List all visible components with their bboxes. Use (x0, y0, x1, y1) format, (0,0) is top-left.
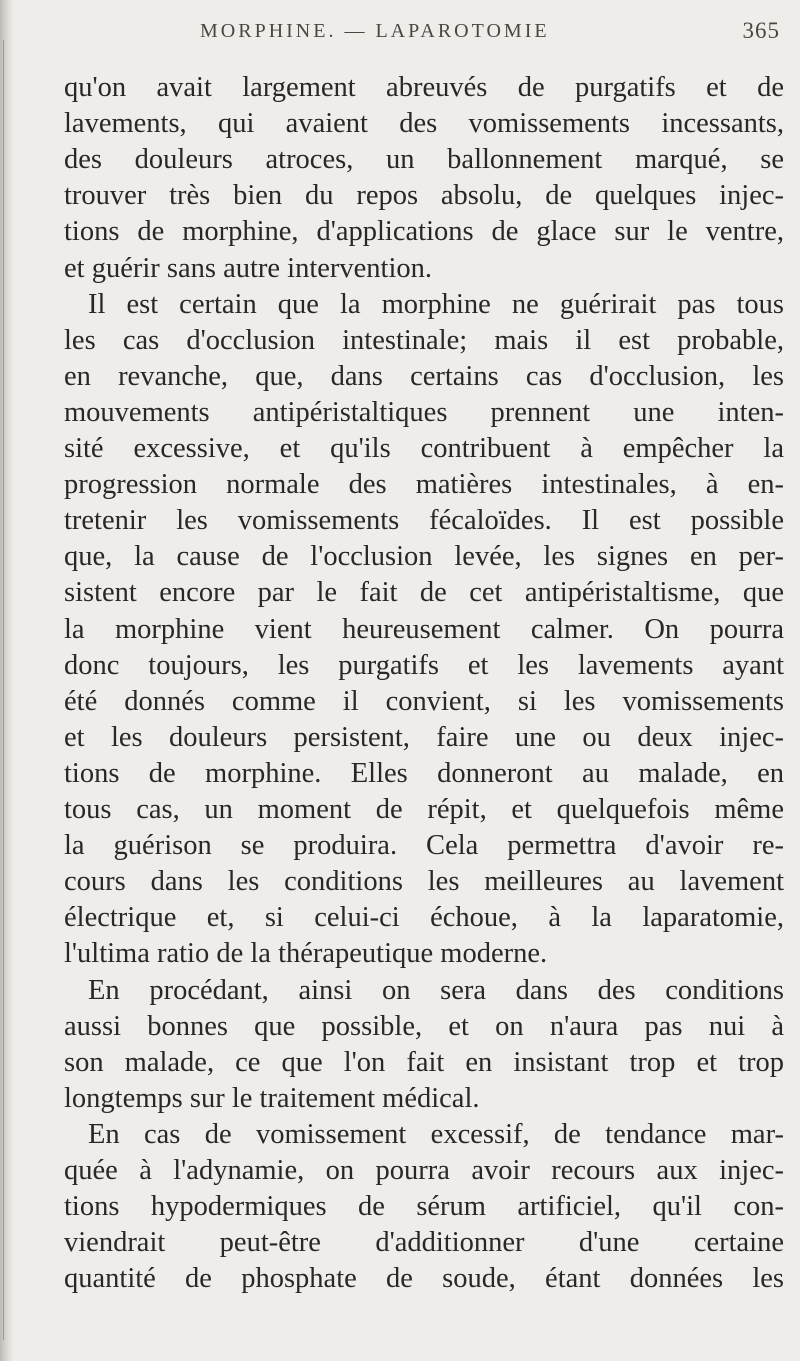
text-line (0, 684, 800, 720)
text-line (0, 720, 800, 756)
text-line-content: trouver très bien du repos absolu, de quelques injec- (64, 180, 784, 212)
text-line-content: En procédant, ainsi on sera dans des conditions (88, 974, 784, 1006)
text-line-content: que, la cause de l'occlusion levée, les signes en per- (64, 541, 784, 573)
text-line (0, 900, 800, 936)
text-line-content: qu'on avait largement abreuvés de purgatifs et de (64, 72, 784, 103)
text-line-content: et les douleurs persistent, faire une ou deux injec- (64, 721, 784, 753)
running-title: MORPHINE. — LAPAROTOMIE (200, 20, 550, 42)
text-line-content: son malade, ce que l'on fait en insistant trop et trop (64, 1046, 784, 1078)
text-line-content: longtemps sur le traitement médical. (64, 1082, 480, 1114)
text-line (0, 1009, 800, 1045)
text-line-content: tions de morphine, d'applications de glace sur le ventre, (64, 216, 784, 248)
text-line (0, 431, 800, 467)
text-line (0, 936, 800, 972)
text-line-content: lavements, qui avaient des vomissements incessants, (64, 108, 784, 140)
text-line (0, 1153, 800, 1189)
text-line (0, 395, 800, 431)
text-line-content: électrique et, si celui-ci échoue, à la laparatomie, (64, 902, 784, 934)
text-line-content: tions de morphine. Elles donneront au malade, en (64, 757, 784, 789)
text-line-content: tretenir les vomissements fécaloïdes. Il est possible (64, 505, 784, 537)
text-line-content: tions hypodermiques de sérum artificiel, qu'il con- (64, 1191, 784, 1223)
text-line (0, 828, 800, 864)
text-line (0, 106, 800, 142)
text-line-content: progression normale des matières intestinales, à en- (64, 469, 784, 501)
text-line (0, 251, 800, 287)
text-line (0, 539, 800, 575)
text-line (0, 1045, 800, 1081)
text-line (0, 1117, 800, 1153)
text-line-content: tous cas, un moment de répit, et quelquefois même (64, 794, 784, 825)
text-line-content: sistent encore par le fait de cet antipéristaltisme, que (64, 577, 784, 609)
text-line-content: les cas d'occlusion intestinale; mais il est probable, (64, 324, 784, 356)
text-line-content: quantité de phosphate de soude, étant données les (64, 1263, 784, 1295)
text-line-content: sité excessive, et qu'ils contribuent à empêcher la (64, 433, 784, 464)
text-line (0, 973, 800, 1009)
text-line-content: des douleurs atroces, un ballonnement marqué, se (64, 144, 784, 176)
text-line-content: la guérison se produira. Cela permettra d'avoir re- (64, 830, 784, 862)
text-line (0, 756, 800, 792)
text-line (0, 287, 800, 323)
text-line (0, 142, 800, 178)
text-line (0, 864, 800, 900)
text-line-content: viendrait peut-être d'additionner d'une certaine (64, 1227, 784, 1259)
text-line (0, 359, 800, 395)
text-line-content: En cas de vomissement excessif, de tendance mar- (88, 1118, 784, 1150)
text-line-content: quée à l'adynamie, on pourra avoir recours aux injec- (64, 1155, 784, 1186)
text-line-content: en revanche, que, dans certains cas d'occlusion, les (64, 360, 784, 392)
text-line-content: cours dans les conditions les meilleures au lavement (64, 866, 784, 898)
text-line (0, 178, 800, 214)
text-line (0, 503, 800, 539)
text-line (0, 612, 800, 648)
text-line (0, 792, 800, 828)
text-line (0, 575, 800, 611)
text-line (0, 467, 800, 503)
text-line-content: mouvements antipéristaltiques prennent une inten- (64, 396, 784, 428)
text-line-content: et guérir sans autre intervention. (64, 252, 432, 284)
text-line (0, 648, 800, 684)
text-line (0, 1189, 800, 1225)
text-line-content: Il est certain que la morphine ne guérirait pas tous (88, 288, 784, 320)
page-number: 365 (742, 18, 780, 43)
text-line (0, 1261, 800, 1297)
text-line (0, 1225, 800, 1261)
text-line-content: donc toujours, les purgatifs et les lavements ayant (64, 649, 784, 681)
page-header (118, 20, 780, 60)
text-line-content: été donnés comme il convient, si les vomissements (64, 685, 784, 717)
text-line (0, 214, 800, 250)
text-line-content: aussi bonnes que possible, et on n'aura pas nui à (64, 1010, 784, 1042)
text-line-content: la morphine vient heureusement calmer. On pourra (64, 613, 784, 645)
text-line (0, 70, 800, 106)
text-line (0, 1081, 800, 1117)
text-line (0, 323, 800, 359)
text-line-content: l'ultima ratio de la thérapeutique moderne. (64, 938, 548, 970)
